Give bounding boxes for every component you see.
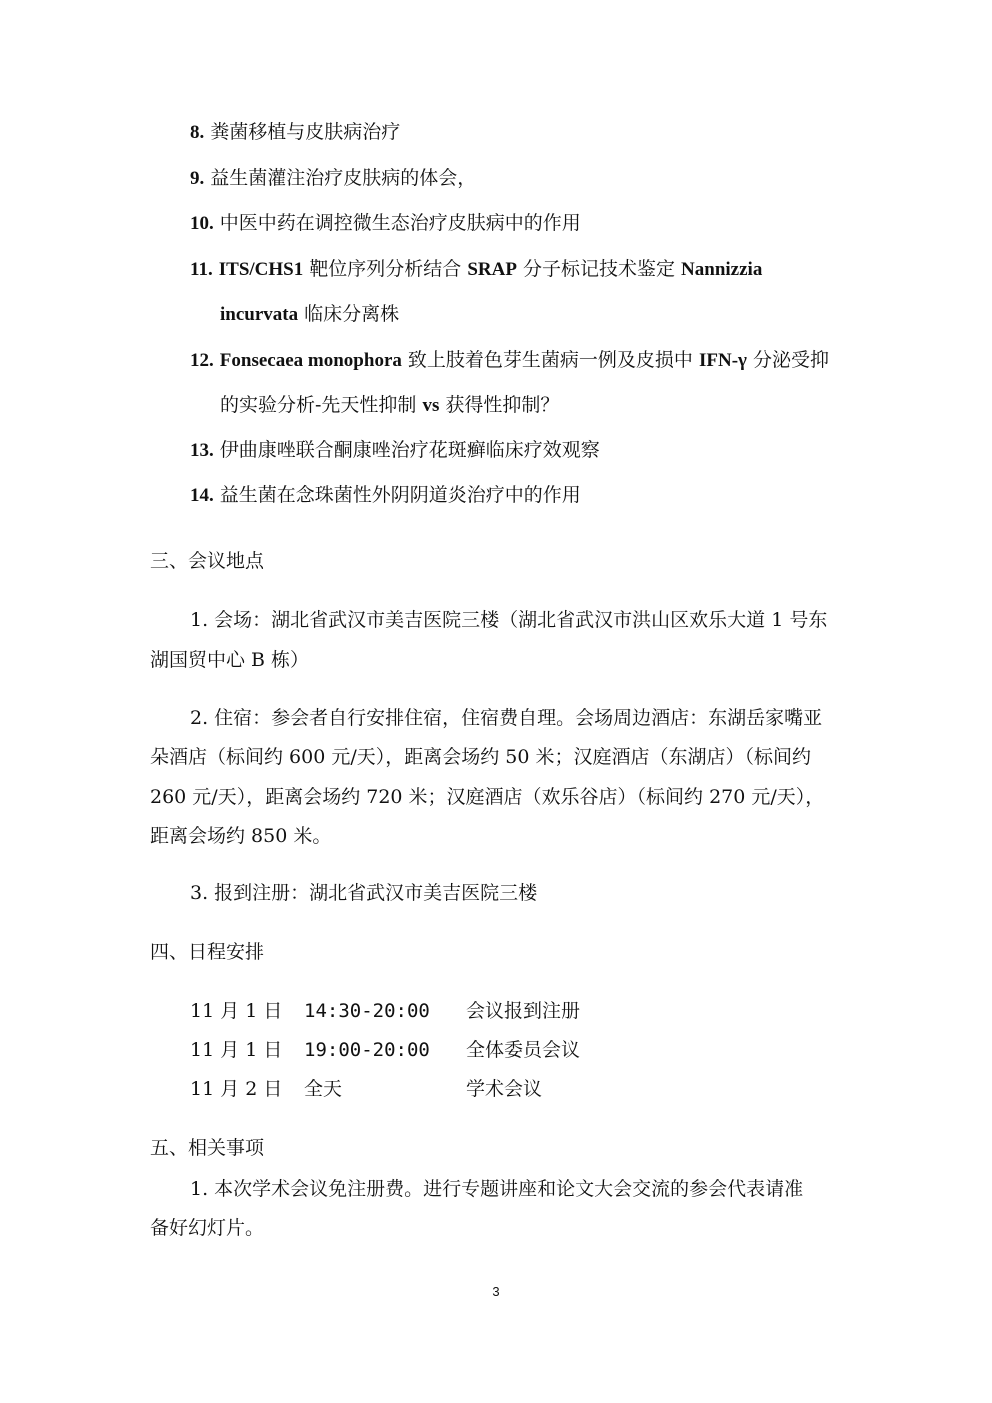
list-item: 10. 中医中药在调控微生态治疗皮肤病中的作用 [190,212,581,234]
schedule-date: 11 月 2 日 [190,1078,283,1100]
page-number: 3 [492,1284,500,1299]
list-item-continuation: 的实验分析-先天性抑制 vs 获得性抑制？ [220,394,560,416]
paragraph-line: 3. 报到注册：湖北省武汉市美吉医院三楼 [190,882,538,904]
schedule-event: 会议报到注册 [466,1000,581,1022]
list-item-continuation: incurvata 临床分离株 [220,303,400,325]
schedule-date: 11 月 1 日 [190,1000,283,1022]
list-item: 9. 益生菌灌注治疗皮肤病的体会， [190,167,477,189]
paragraph-line: 湖国贸中心 B 栋） [150,649,310,671]
list-item: 14. 益生菌在念珠菌性外阴阴道炎治疗中的作用 [190,484,581,506]
schedule-time: 14:30-20:00 [304,1000,430,1022]
schedule-event: 全体委员会议 [466,1039,581,1061]
schedule-time: 全天 [304,1078,343,1100]
paragraph-line: 2. 住宿：参会者自行安排住宿，住宿费自理。会场周边酒店：东湖岳家嘴亚 [190,707,823,729]
schedule-event: 学术会议 [466,1078,543,1100]
paragraph-line: 朵酒店（标间约 600 元/天），距离会场约 50 米；汉庭酒店（东湖店）（标间约 [150,746,812,768]
section-heading: 三、会议地点 [150,550,265,572]
paragraph-line: 260 元/天），距离会场约 720 米；汉庭酒店（欢乐谷店）（标间约 270 元/天）， [150,786,825,808]
list-item: 11. ITS/CHS1 靶位序列分析结合 SRAP 分子标记技术鉴定 Nannizzia [190,258,763,280]
section-heading: 四、日程安排 [150,941,265,963]
paragraph-line: 1. 会场：湖北省武汉市美吉医院三楼（湖北省武汉市洪山区欢乐大道 1 号东 [190,609,828,631]
section-heading: 五、相关事项 [150,1137,265,1159]
list-item: 8. 粪菌移植与皮肤病治疗 [190,121,401,143]
paragraph-line: 1. 本次学术会议免注册费。进行专题讲座和论文大会交流的参会代表请准 [190,1178,804,1200]
paragraph-line: 距离会场约 850 米。 [150,825,332,847]
list-item: 12. Fonsecaea monophora 致上肢着色芽生菌病一例及皮损中 IFN-γ 分泌受抑 [190,349,829,371]
list-item: 13. 伊曲康唑联合酮康唑治疗花斑癣临床疗效观察 [190,439,600,461]
paragraph-line: 备好幻灯片。 [150,1217,265,1239]
schedule-date: 11 月 1 日 [190,1039,283,1061]
schedule-time: 19:00-20:00 [304,1039,430,1061]
